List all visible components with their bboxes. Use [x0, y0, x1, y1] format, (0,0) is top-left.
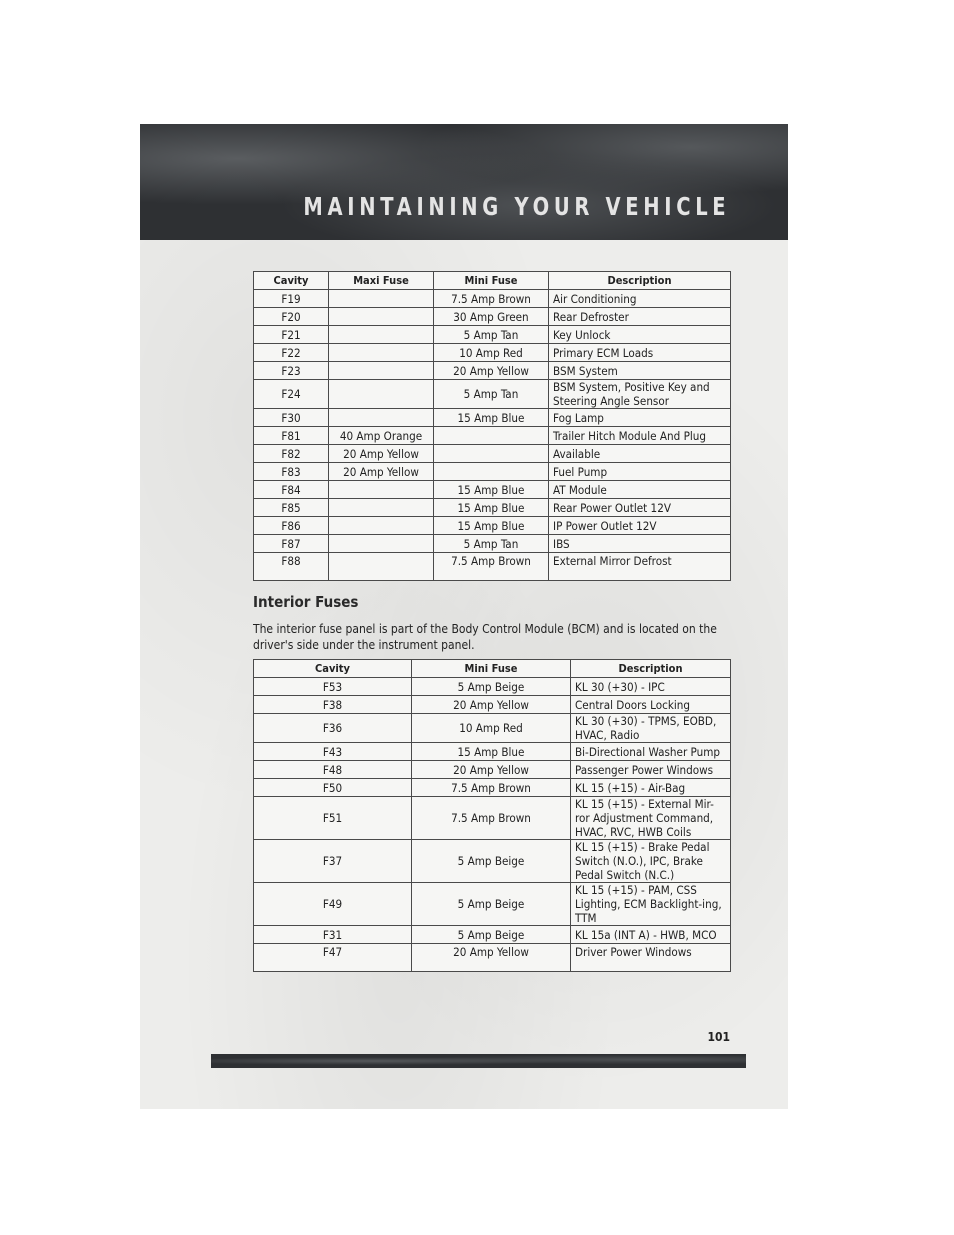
- mini-fuse-cell: 7.5 Amp Brown: [434, 553, 549, 581]
- maxi-fuse-cell: [329, 344, 434, 362]
- column-header-maxi-fuse: Maxi Fuse: [329, 272, 434, 290]
- mini-fuse-cell: [434, 445, 549, 463]
- maxi-fuse-cell: [329, 409, 434, 427]
- table-row: [254, 535, 731, 553]
- description-cell: KL 30 (+30) - TPMS, EOBD, HVAC, Radio: [571, 714, 731, 743]
- maxi-fuse-cell: [329, 290, 434, 308]
- table-row: [254, 678, 731, 696]
- mini-fuse-cell: 5 Amp Beige: [412, 926, 571, 944]
- table-row: [254, 779, 731, 797]
- cavity-cell: F82: [254, 445, 329, 463]
- maxi-fuse-cell: [329, 553, 434, 581]
- description-cell: KL 15a (INT A) - HWB, MCO: [571, 926, 731, 944]
- engine-fuse-table: [253, 271, 731, 581]
- maxi-fuse-cell: 20 Amp Yellow: [329, 445, 434, 463]
- cavity-cell: F36: [254, 714, 412, 743]
- page-number: 101: [707, 1030, 730, 1044]
- maxi-fuse-cell: [329, 535, 434, 553]
- table-row: [254, 553, 731, 581]
- cavity-cell: F87: [254, 535, 329, 553]
- cavity-cell: F50: [254, 779, 412, 797]
- table-row: [254, 499, 731, 517]
- cavity-cell: F19: [254, 290, 329, 308]
- mini-fuse-cell: 15 Amp Blue: [434, 499, 549, 517]
- cavity-cell: F37: [254, 840, 412, 883]
- description-cell: KL 15 (+15) - Brake Pedal Switch (N.O.), IPC, Brake Pedal Switch (N.C.): [571, 840, 731, 883]
- table-row: [254, 463, 731, 481]
- cavity-cell: F20: [254, 308, 329, 326]
- maxi-fuse-cell: [329, 380, 434, 409]
- cavity-cell: F88: [254, 553, 329, 581]
- cavity-cell: F49: [254, 883, 412, 926]
- cavity-cell: F83: [254, 463, 329, 481]
- table-row: [254, 944, 731, 972]
- cavity-cell: F43: [254, 743, 412, 761]
- cavity-cell: F84: [254, 481, 329, 499]
- mini-fuse-cell: 30 Amp Green: [434, 308, 549, 326]
- cavity-cell: F31: [254, 926, 412, 944]
- description-cell: Rear Defroster: [549, 308, 731, 326]
- section-body: The interior fuse panel is part of the Body Control Module (BCM) and is located on the driver's side under the instrument panel.: [253, 622, 717, 652]
- mini-fuse-cell: 10 Amp Red: [434, 344, 549, 362]
- table-row: [254, 797, 731, 840]
- mini-fuse-cell: 5 Amp Beige: [412, 840, 571, 883]
- table-row: [254, 696, 731, 714]
- description-cell: Central Doors Locking: [571, 696, 731, 714]
- cavity-cell: F38: [254, 696, 412, 714]
- description-cell: KL 30 (+30) - IPC: [571, 678, 731, 696]
- page: [140, 124, 788, 1109]
- mini-fuse-cell: 15 Amp Blue: [434, 409, 549, 427]
- mini-fuse-cell: 15 Amp Blue: [434, 481, 549, 499]
- description-cell: AT Module: [549, 481, 731, 499]
- maxi-fuse-cell: [329, 481, 434, 499]
- mini-fuse-cell: [434, 427, 549, 445]
- maxi-fuse-cell: [329, 517, 434, 535]
- mini-fuse-cell: [434, 463, 549, 481]
- mini-fuse-cell: 5 Amp Beige: [412, 883, 571, 926]
- description-cell: External Mirror Defrost: [549, 553, 731, 581]
- maxi-fuse-cell: [329, 308, 434, 326]
- column-header-description: Description: [571, 660, 731, 678]
- table-row: [254, 427, 731, 445]
- description-cell: KL 15 (+15) - External Mir-ror Adjustment Command, HVAC, RVC, HWB Coils: [571, 797, 731, 840]
- cavity-cell: F24: [254, 380, 329, 409]
- description-cell: Driver Power Windows: [571, 944, 731, 972]
- table-row: [254, 714, 731, 743]
- mini-fuse-cell: 5 Amp Tan: [434, 380, 549, 409]
- mini-fuse-cell: 20 Amp Yellow: [412, 944, 571, 972]
- mini-fuse-cell: 20 Amp Yellow: [412, 696, 571, 714]
- table-header-row: [254, 272, 731, 290]
- cavity-cell: F51: [254, 797, 412, 840]
- interior-fuse-table: [253, 659, 731, 972]
- maxi-fuse-cell: [329, 326, 434, 344]
- column-header-mini-fuse: Mini Fuse: [412, 660, 571, 678]
- column-header-description: Description: [549, 272, 731, 290]
- table-row: [254, 445, 731, 463]
- cavity-cell: F53: [254, 678, 412, 696]
- footer-band: [211, 1054, 746, 1068]
- table-row: [254, 290, 731, 308]
- mini-fuse-cell: 5 Amp Tan: [434, 535, 549, 553]
- table-row: [254, 883, 731, 926]
- description-cell: Available: [549, 445, 731, 463]
- table-row: [254, 380, 731, 409]
- description-cell: Fog Lamp: [549, 409, 731, 427]
- mini-fuse-cell: 5 Amp Beige: [412, 678, 571, 696]
- column-header-mini-fuse: Mini Fuse: [434, 272, 549, 290]
- description-cell: Key Unlock: [549, 326, 731, 344]
- column-header-cavity: Cavity: [254, 272, 329, 290]
- cavity-cell: F81: [254, 427, 329, 445]
- description-cell: Primary ECM Loads: [549, 344, 731, 362]
- cavity-cell: F85: [254, 499, 329, 517]
- cavity-cell: F23: [254, 362, 329, 380]
- maxi-fuse-cell: 20 Amp Yellow: [329, 463, 434, 481]
- table-row: [254, 344, 731, 362]
- table-row: [254, 517, 731, 535]
- table-row: [254, 409, 731, 427]
- mini-fuse-cell: 20 Amp Yellow: [412, 761, 571, 779]
- table-row: [254, 481, 731, 499]
- table-row: [254, 308, 731, 326]
- mini-fuse-cell: 7.5 Amp Brown: [412, 779, 571, 797]
- maxi-fuse-cell: [329, 362, 434, 380]
- mini-fuse-cell: 15 Amp Blue: [434, 517, 549, 535]
- table-row: [254, 743, 731, 761]
- table-row: [254, 326, 731, 344]
- table-header-row: [254, 660, 731, 678]
- column-header-cavity: Cavity: [254, 660, 412, 678]
- description-cell: Fuel Pump: [549, 463, 731, 481]
- mini-fuse-cell: 7.5 Amp Brown: [434, 290, 549, 308]
- table-row: [254, 362, 731, 380]
- mini-fuse-cell: 5 Amp Tan: [434, 326, 549, 344]
- description-cell: BSM System: [549, 362, 731, 380]
- table-row: [254, 761, 731, 779]
- description-cell: Bi-Directional Washer Pump: [571, 743, 731, 761]
- description-cell: Air Conditioning: [549, 290, 731, 308]
- description-cell: Trailer Hitch Module And Plug: [549, 427, 731, 445]
- description-cell: Passenger Power Windows: [571, 761, 731, 779]
- cavity-cell: F47: [254, 944, 412, 972]
- cavity-cell: F30: [254, 409, 329, 427]
- page-header-title: MAINTAINING YOUR VEHICLE: [303, 192, 730, 221]
- maxi-fuse-cell: 40 Amp Orange: [329, 427, 434, 445]
- mini-fuse-cell: 15 Amp Blue: [412, 743, 571, 761]
- table-row: [254, 840, 731, 883]
- mini-fuse-cell: 7.5 Amp Brown: [412, 797, 571, 840]
- cavity-cell: F86: [254, 517, 329, 535]
- description-cell: BSM System, Positive Key and Steering Angle Sensor: [549, 380, 731, 409]
- mini-fuse-cell: 20 Amp Yellow: [434, 362, 549, 380]
- section-title: Interior Fuses: [253, 593, 359, 611]
- description-cell: IBS: [549, 535, 731, 553]
- description-cell: IP Power Outlet 12V: [549, 517, 731, 535]
- cavity-cell: F48: [254, 761, 412, 779]
- mini-fuse-cell: 10 Amp Red: [412, 714, 571, 743]
- description-cell: Rear Power Outlet 12V: [549, 499, 731, 517]
- description-cell: KL 15 (+15) - PAM, CSS Lighting, ECM Backlight-ing, TTM: [571, 883, 731, 926]
- header-band: [140, 124, 788, 240]
- cavity-cell: F21: [254, 326, 329, 344]
- cavity-cell: F22: [254, 344, 329, 362]
- maxi-fuse-cell: [329, 499, 434, 517]
- table-row: [254, 926, 731, 944]
- description-cell: KL 15 (+15) - Air-Bag: [571, 779, 731, 797]
